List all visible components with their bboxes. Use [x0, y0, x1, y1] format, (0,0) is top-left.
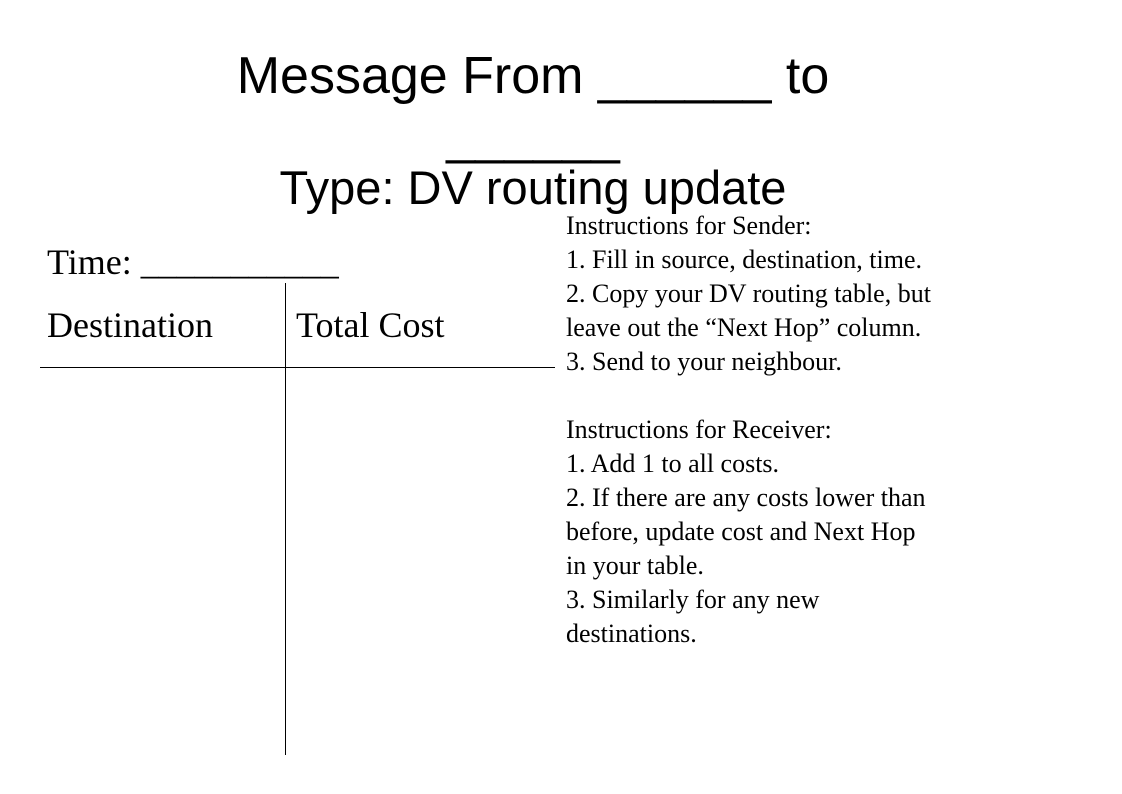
sender-instruction-line: 2. Copy your DV routing table, but — [566, 279, 931, 308]
sender-instructions-heading: Instructions for Sender: — [566, 211, 812, 240]
sender-instruction-line: 1. Fill in source, destination, time. — [566, 245, 923, 274]
table-header-divider — [40, 367, 555, 368]
table-column-divider — [285, 283, 286, 755]
column-header-total-cost: Total Cost — [296, 305, 445, 345]
message-type: Type: DV routing update — [279, 161, 787, 214]
title-line-1: Message From ______ to — [236, 47, 830, 105]
instructions-panel — [566, 209, 1086, 651]
section-spacer — [566, 379, 1086, 413]
column-header-destination: Destination — [47, 305, 213, 345]
sender-instruction-line: 3. Send to your neighbour. — [566, 347, 842, 376]
receiver-instructions-heading: Instructions for Receiver: — [566, 415, 832, 444]
receiver-instruction-line: 3. Similarly for any new — [566, 585, 820, 614]
receiver-instruction-line: in your table. — [566, 551, 704, 580]
receiver-instruction-line: 1. Add 1 to all costs. — [566, 449, 780, 478]
receiver-instruction-line: 2. If there are any costs lower than — [566, 483, 926, 512]
time-field-label: Time: ___________ — [47, 242, 339, 282]
receiver-instruction-line: destinations. — [566, 619, 697, 648]
receiver-instruction-line: before, update cost and Next Hop — [566, 517, 916, 546]
sender-instruction-line: leave out the “Next Hop” column. — [566, 313, 922, 342]
title-line-2: ______ — [446, 107, 620, 165]
